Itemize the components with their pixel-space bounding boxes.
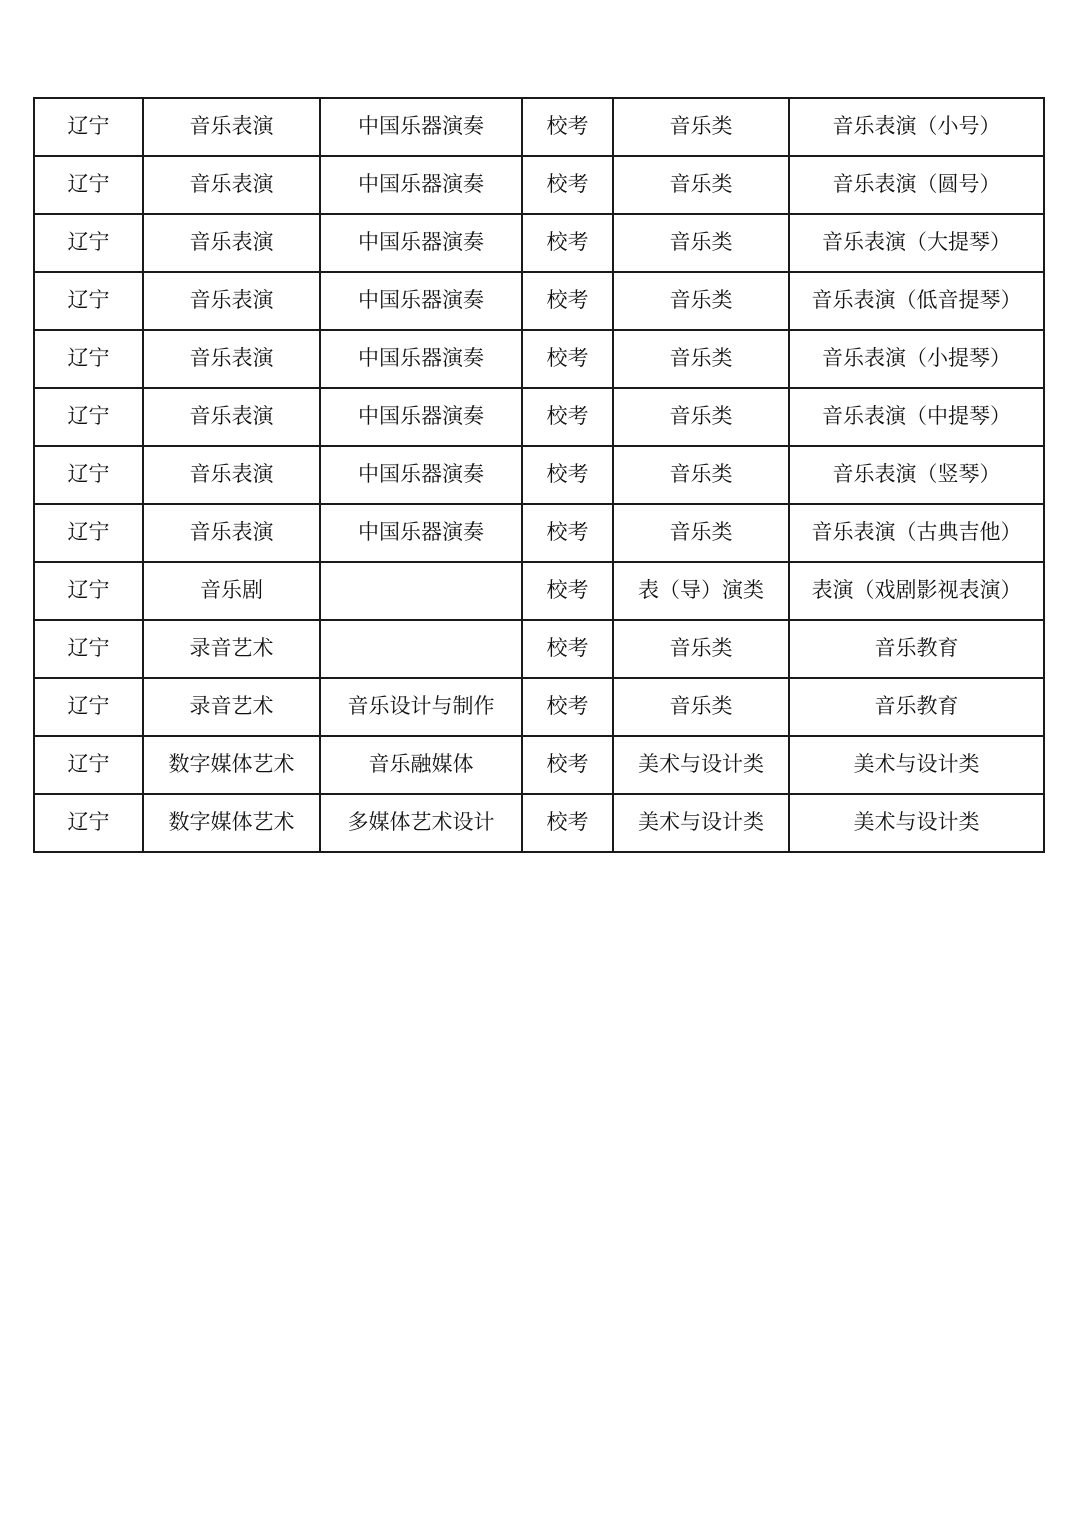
province-cell: 辽宁 <box>34 156 143 214</box>
major-cell: 音乐表演 <box>143 214 320 272</box>
exam-type-cell: 校考 <box>522 98 613 156</box>
table-row <box>34 388 1044 446</box>
exam-category-cell: 音乐类 <box>613 388 789 446</box>
exam-type-cell: 校考 <box>522 678 613 736</box>
provincial-exam-cell: 音乐表演（古典吉他） <box>789 504 1044 562</box>
major-cell: 音乐表演 <box>143 446 320 504</box>
major-cell: 音乐表演 <box>143 330 320 388</box>
table-row <box>34 272 1044 330</box>
major-cell: 录音艺术 <box>143 620 320 678</box>
exam-category-cell: 音乐类 <box>613 446 789 504</box>
major-cell: 音乐表演 <box>143 98 320 156</box>
direction-cell: 中国乐器演奏 <box>320 98 522 156</box>
exam-category-cell: 音乐类 <box>613 214 789 272</box>
exam-category-cell: 音乐类 <box>613 678 789 736</box>
major-cell: 音乐表演 <box>143 388 320 446</box>
table-row <box>34 736 1044 794</box>
exam-type-cell: 校考 <box>522 330 613 388</box>
major-cell: 音乐剧 <box>143 562 320 620</box>
table-row <box>34 446 1044 504</box>
major-cell: 数字媒体艺术 <box>143 794 320 852</box>
major-cell: 录音艺术 <box>143 678 320 736</box>
table-row <box>34 156 1044 214</box>
provincial-exam-cell: 表演（戏剧影视表演） <box>789 562 1044 620</box>
province-cell: 辽宁 <box>34 794 143 852</box>
provincial-exam-cell: 音乐表演（圆号） <box>789 156 1044 214</box>
exam-category-cell: 音乐类 <box>613 98 789 156</box>
exam-type-cell: 校考 <box>522 562 613 620</box>
exam-type-cell: 校考 <box>522 388 613 446</box>
exam-category-cell: 表（导）演类 <box>613 562 789 620</box>
exam-category-cell: 音乐类 <box>613 156 789 214</box>
table-body <box>34 98 1044 852</box>
province-cell: 辽宁 <box>34 330 143 388</box>
admissions-table <box>33 97 1045 853</box>
province-cell: 辽宁 <box>34 620 143 678</box>
province-cell: 辽宁 <box>34 562 143 620</box>
exam-category-cell: 音乐类 <box>613 330 789 388</box>
direction-cell: 中国乐器演奏 <box>320 272 522 330</box>
table-row <box>34 214 1044 272</box>
province-cell: 辽宁 <box>34 446 143 504</box>
exam-type-cell: 校考 <box>522 214 613 272</box>
exam-category-cell: 美术与设计类 <box>613 736 789 794</box>
exam-type-cell: 校考 <box>522 272 613 330</box>
major-cell: 音乐表演 <box>143 504 320 562</box>
direction-cell: 中国乐器演奏 <box>320 330 522 388</box>
provincial-exam-cell: 音乐表演（小号） <box>789 98 1044 156</box>
direction-cell: 中国乐器演奏 <box>320 214 522 272</box>
table-row <box>34 620 1044 678</box>
table-row <box>34 678 1044 736</box>
provincial-exam-cell: 美术与设计类 <box>789 736 1044 794</box>
major-cell: 数字媒体艺术 <box>143 736 320 794</box>
exam-type-cell: 校考 <box>522 620 613 678</box>
province-cell: 辽宁 <box>34 678 143 736</box>
province-cell: 辽宁 <box>34 98 143 156</box>
provincial-exam-cell: 音乐表演（竖琴） <box>789 446 1044 504</box>
table-row <box>34 98 1044 156</box>
exam-category-cell: 音乐类 <box>613 504 789 562</box>
direction-cell: 中国乐器演奏 <box>320 156 522 214</box>
table-row <box>34 562 1044 620</box>
province-cell: 辽宁 <box>34 272 143 330</box>
province-cell: 辽宁 <box>34 214 143 272</box>
provincial-exam-cell: 音乐表演（低音提琴） <box>789 272 1044 330</box>
direction-cell: 音乐设计与制作 <box>320 678 522 736</box>
major-cell: 音乐表演 <box>143 272 320 330</box>
exam-type-cell: 校考 <box>522 156 613 214</box>
provincial-exam-cell: 美术与设计类 <box>789 794 1044 852</box>
direction-cell: 多媒体艺术设计 <box>320 794 522 852</box>
provincial-exam-cell: 音乐表演（大提琴） <box>789 214 1044 272</box>
table-row <box>34 504 1044 562</box>
direction-cell <box>320 620 522 678</box>
exam-type-cell: 校考 <box>522 504 613 562</box>
provincial-exam-cell: 音乐教育 <box>789 620 1044 678</box>
province-cell: 辽宁 <box>34 736 143 794</box>
direction-cell: 音乐融媒体 <box>320 736 522 794</box>
exam-category-cell: 美术与设计类 <box>613 794 789 852</box>
direction-cell: 中国乐器演奏 <box>320 446 522 504</box>
exam-type-cell: 校考 <box>522 794 613 852</box>
direction-cell <box>320 562 522 620</box>
province-cell: 辽宁 <box>34 388 143 446</box>
exam-category-cell: 音乐类 <box>613 272 789 330</box>
province-cell: 辽宁 <box>34 504 143 562</box>
table-row <box>34 794 1044 852</box>
exam-type-cell: 校考 <box>522 736 613 794</box>
major-cell: 音乐表演 <box>143 156 320 214</box>
exam-type-cell: 校考 <box>522 446 613 504</box>
exam-category-cell: 音乐类 <box>613 620 789 678</box>
provincial-exam-cell: 音乐教育 <box>789 678 1044 736</box>
direction-cell: 中国乐器演奏 <box>320 504 522 562</box>
table-row <box>34 330 1044 388</box>
provincial-exam-cell: 音乐表演（中提琴） <box>789 388 1044 446</box>
provincial-exam-cell: 音乐表演（小提琴） <box>789 330 1044 388</box>
direction-cell: 中国乐器演奏 <box>320 388 522 446</box>
